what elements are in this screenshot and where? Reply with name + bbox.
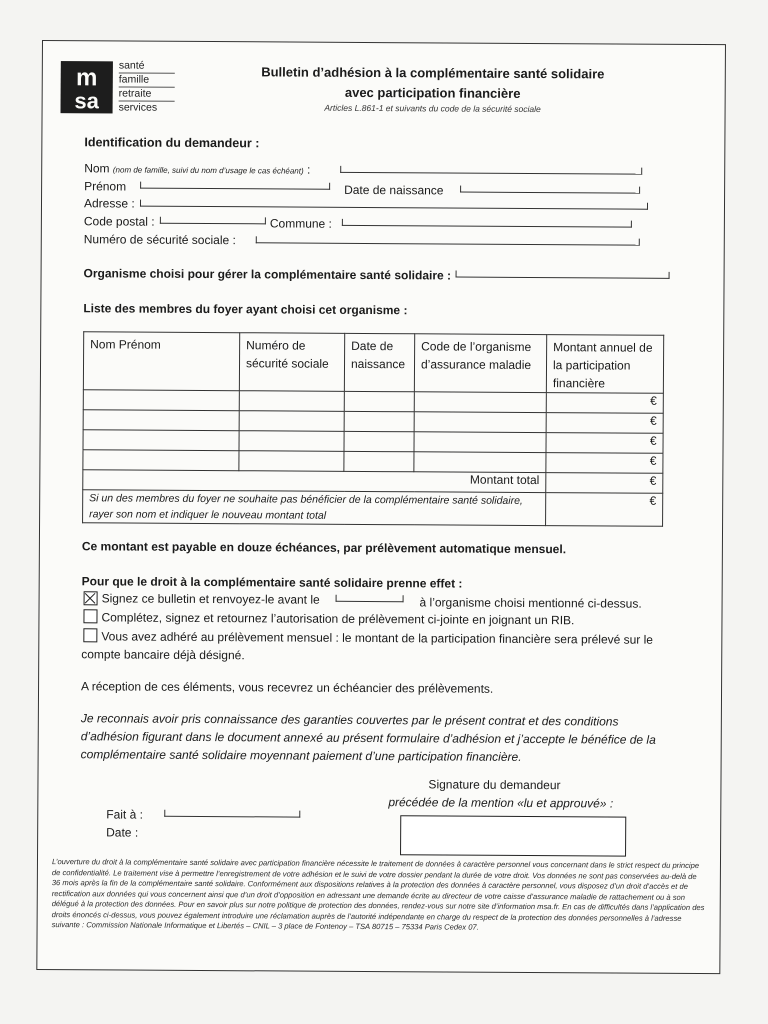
nom-hint: (nom de famille, suivi du nom d’usage le cas échéant) <box>112 165 304 176</box>
step3-text: Vous avez adhéré au prélèvement mensuel : le montant de la participation financière sera prélevé sur le compte bancaire déjà désigné. <box>81 629 654 663</box>
privacy-footer: L’ouverture du droit à la complémentaire santé solidaire avec participation financière nécessite le traitement de données à caractère personnel vous concernant dans le strict respect du principe de confidentialité. Le traitement vise à permettre l’enregistrement de votre adhésion et le suivi de votre dossier pendant la durée de votre droit. Vos données ne sont pas conservées au-delà de 36 mois après la fin de la complémentaire santé solidaire. Conformément aux dispositions relatives à la protection des données à caractère personnel, vous disposez d’un droit d’accès et de rectification aux données qui vous concernent ainsi que d’un droit d’opposition en adressant une demande écrite au directeur de votre caisse d’assurance maladie de rattachement ou à son délégué à la protection des données. Pour en savoir plus sur notre politique de protection des données, rendez-vous sur notre site d’information msa.fr. En cas de difficultés dans l’application des droits énoncés ci-dessus, vous pouvez également introduire une réclamation auprès de l’autorité indépendante en charge du respect de la protection des données personnelles à l’adresse suivante : Commission Nationale Informatique et Libertés – CNIL – 3 place de Fontenoy – TSA 80715 – 75334 Paris Cedex 07. <box>51 857 705 932</box>
cell-new-total[interactable]: € <box>546 493 663 527</box>
cell-input[interactable] <box>239 391 344 412</box>
cell-montant[interactable]: € <box>546 413 663 434</box>
cell-montant[interactable]: € <box>546 453 663 474</box>
logo-word: santé <box>119 59 175 73</box>
cell-montant[interactable]: € <box>546 433 663 454</box>
svg-text:sa: sa <box>74 88 99 114</box>
signature-title: Signature du demandeur <box>428 777 561 793</box>
members-heading: Liste des membres du foyer ayant choisi cet organisme : <box>83 301 408 318</box>
cell-input[interactable] <box>344 431 414 451</box>
msa-logo <box>61 61 113 113</box>
deadline-date-input[interactable] <box>336 595 404 602</box>
cell-input[interactable] <box>239 411 344 432</box>
nom-colon: : <box>303 162 311 177</box>
cell-montant[interactable]: € <box>546 393 663 414</box>
total-label: Montant total <box>83 470 546 493</box>
step1-text-after: à l’organisme choisi mentionné ci-dessus. <box>419 595 642 611</box>
prenom-input[interactable] <box>140 182 330 190</box>
reception-note: A réception de ces éléments, vous recevrez un échéancier des prélèvements. <box>81 679 494 696</box>
cell-input[interactable] <box>344 411 414 431</box>
cell-input[interactable] <box>239 431 344 452</box>
col-date-naissance: Date de naissance <box>344 333 414 391</box>
form-title-line2: avec participation financière <box>344 84 521 101</box>
logo-word: retraite <box>119 87 175 101</box>
code-postal-input[interactable] <box>160 217 266 225</box>
svg-text:m: m <box>76 64 98 92</box>
cell-input[interactable] <box>414 392 546 413</box>
cell-input[interactable] <box>83 450 239 471</box>
date-label: Date : <box>106 825 139 840</box>
organisme-input[interactable] <box>456 271 670 279</box>
secu-input[interactable] <box>256 236 640 245</box>
cell-input[interactable] <box>414 452 546 473</box>
logo-word: famille <box>119 73 175 87</box>
code-postal-label: Code postal : <box>83 214 155 229</box>
cell-input[interactable] <box>414 432 546 453</box>
secu-label: Numéro de sécurité sociale : <box>83 232 236 248</box>
col-code-organisme: Code de l’organisme d’assurance maladie <box>414 334 546 393</box>
commune-label: Commune : <box>269 216 332 231</box>
step1-text-before: Signez ce bulletin et renvoyez-le avant le <box>101 591 320 607</box>
table-note: Si un des membres du foyer ne souhaite pas bénéficier de la complémentaire santé solidaire, rayer son nom et indiquer le nouveau montant total <box>83 490 546 526</box>
form-sheet <box>36 40 726 974</box>
adresse-input[interactable] <box>140 200 648 210</box>
fait-label: Fait à : <box>106 807 144 822</box>
step1-checkbox[interactable] <box>84 591 98 605</box>
col-nom-prenom: Nom Prénom <box>83 332 239 391</box>
steps-heading: Pour que le droit à la complémentaire santé solidaire prenne effet : <box>81 574 463 591</box>
prenom-label: Prénom <box>84 179 127 194</box>
step2-checkbox[interactable] <box>83 609 97 623</box>
fait-input[interactable] <box>164 810 300 818</box>
payment-note: Ce montant est payable en douze échéances, par prélèvement automatique mensuel. <box>81 539 567 557</box>
step2-text: Complétez, signez et retournez l’autorisation de prélèvement ci-jointe en joignant un RIB. <box>101 610 575 628</box>
organisme-label: Organisme choisi pour gérer la complémentaire santé solidaire : <box>83 266 452 283</box>
signature-subtitle: précédée de la mention «lu et approuvé» : <box>388 795 614 811</box>
cell-total[interactable]: € <box>546 473 663 494</box>
commune-input[interactable] <box>342 219 632 228</box>
nom-label: Nom <box>84 161 110 176</box>
cell-input[interactable] <box>344 391 414 411</box>
adresse-label: Adresse : <box>83 196 135 211</box>
cell-input[interactable] <box>83 430 239 451</box>
date-naissance-label: Date de naissance <box>344 182 444 198</box>
cell-input[interactable] <box>239 451 344 472</box>
identification-heading: Identification du demandeur : <box>84 135 260 151</box>
date-naissance-input[interactable] <box>460 186 640 194</box>
cell-input[interactable] <box>83 410 239 431</box>
signature-box[interactable] <box>400 815 626 856</box>
form-title-line1: Bulletin d’adhésion à la complémentaire santé solidaire <box>261 64 605 82</box>
logo-word: services <box>118 101 158 114</box>
members-table <box>82 331 664 527</box>
cell-input[interactable] <box>83 390 239 411</box>
table-note-row <box>83 490 663 527</box>
table-header-row <box>83 332 663 394</box>
cell-input[interactable] <box>344 451 414 471</box>
nom-input[interactable] <box>340 166 642 175</box>
col-secu: Numéro de sécurité sociale <box>239 333 344 392</box>
form-subtitle: Articles L.861-1 et suivants du code de la sécurité sociale <box>324 102 541 115</box>
nom-label-wrap <box>84 161 310 176</box>
col-montant: Montant annuel de la participation financière <box>546 335 663 394</box>
cell-input[interactable] <box>414 412 546 433</box>
acknowledgement-text: Je reconnais avoir pris connaissance des garanties couvertes par le présent contrat et des conditions d’adhésion figurant dans le document annexé au présent formulaire d’adhésion et j’accepte le bénéfice de la complémentaire santé solidaire moyennant paiement d’une participation financière. <box>80 711 656 764</box>
logo-words <box>119 59 175 114</box>
msa-logo-icon <box>61 61 113 113</box>
